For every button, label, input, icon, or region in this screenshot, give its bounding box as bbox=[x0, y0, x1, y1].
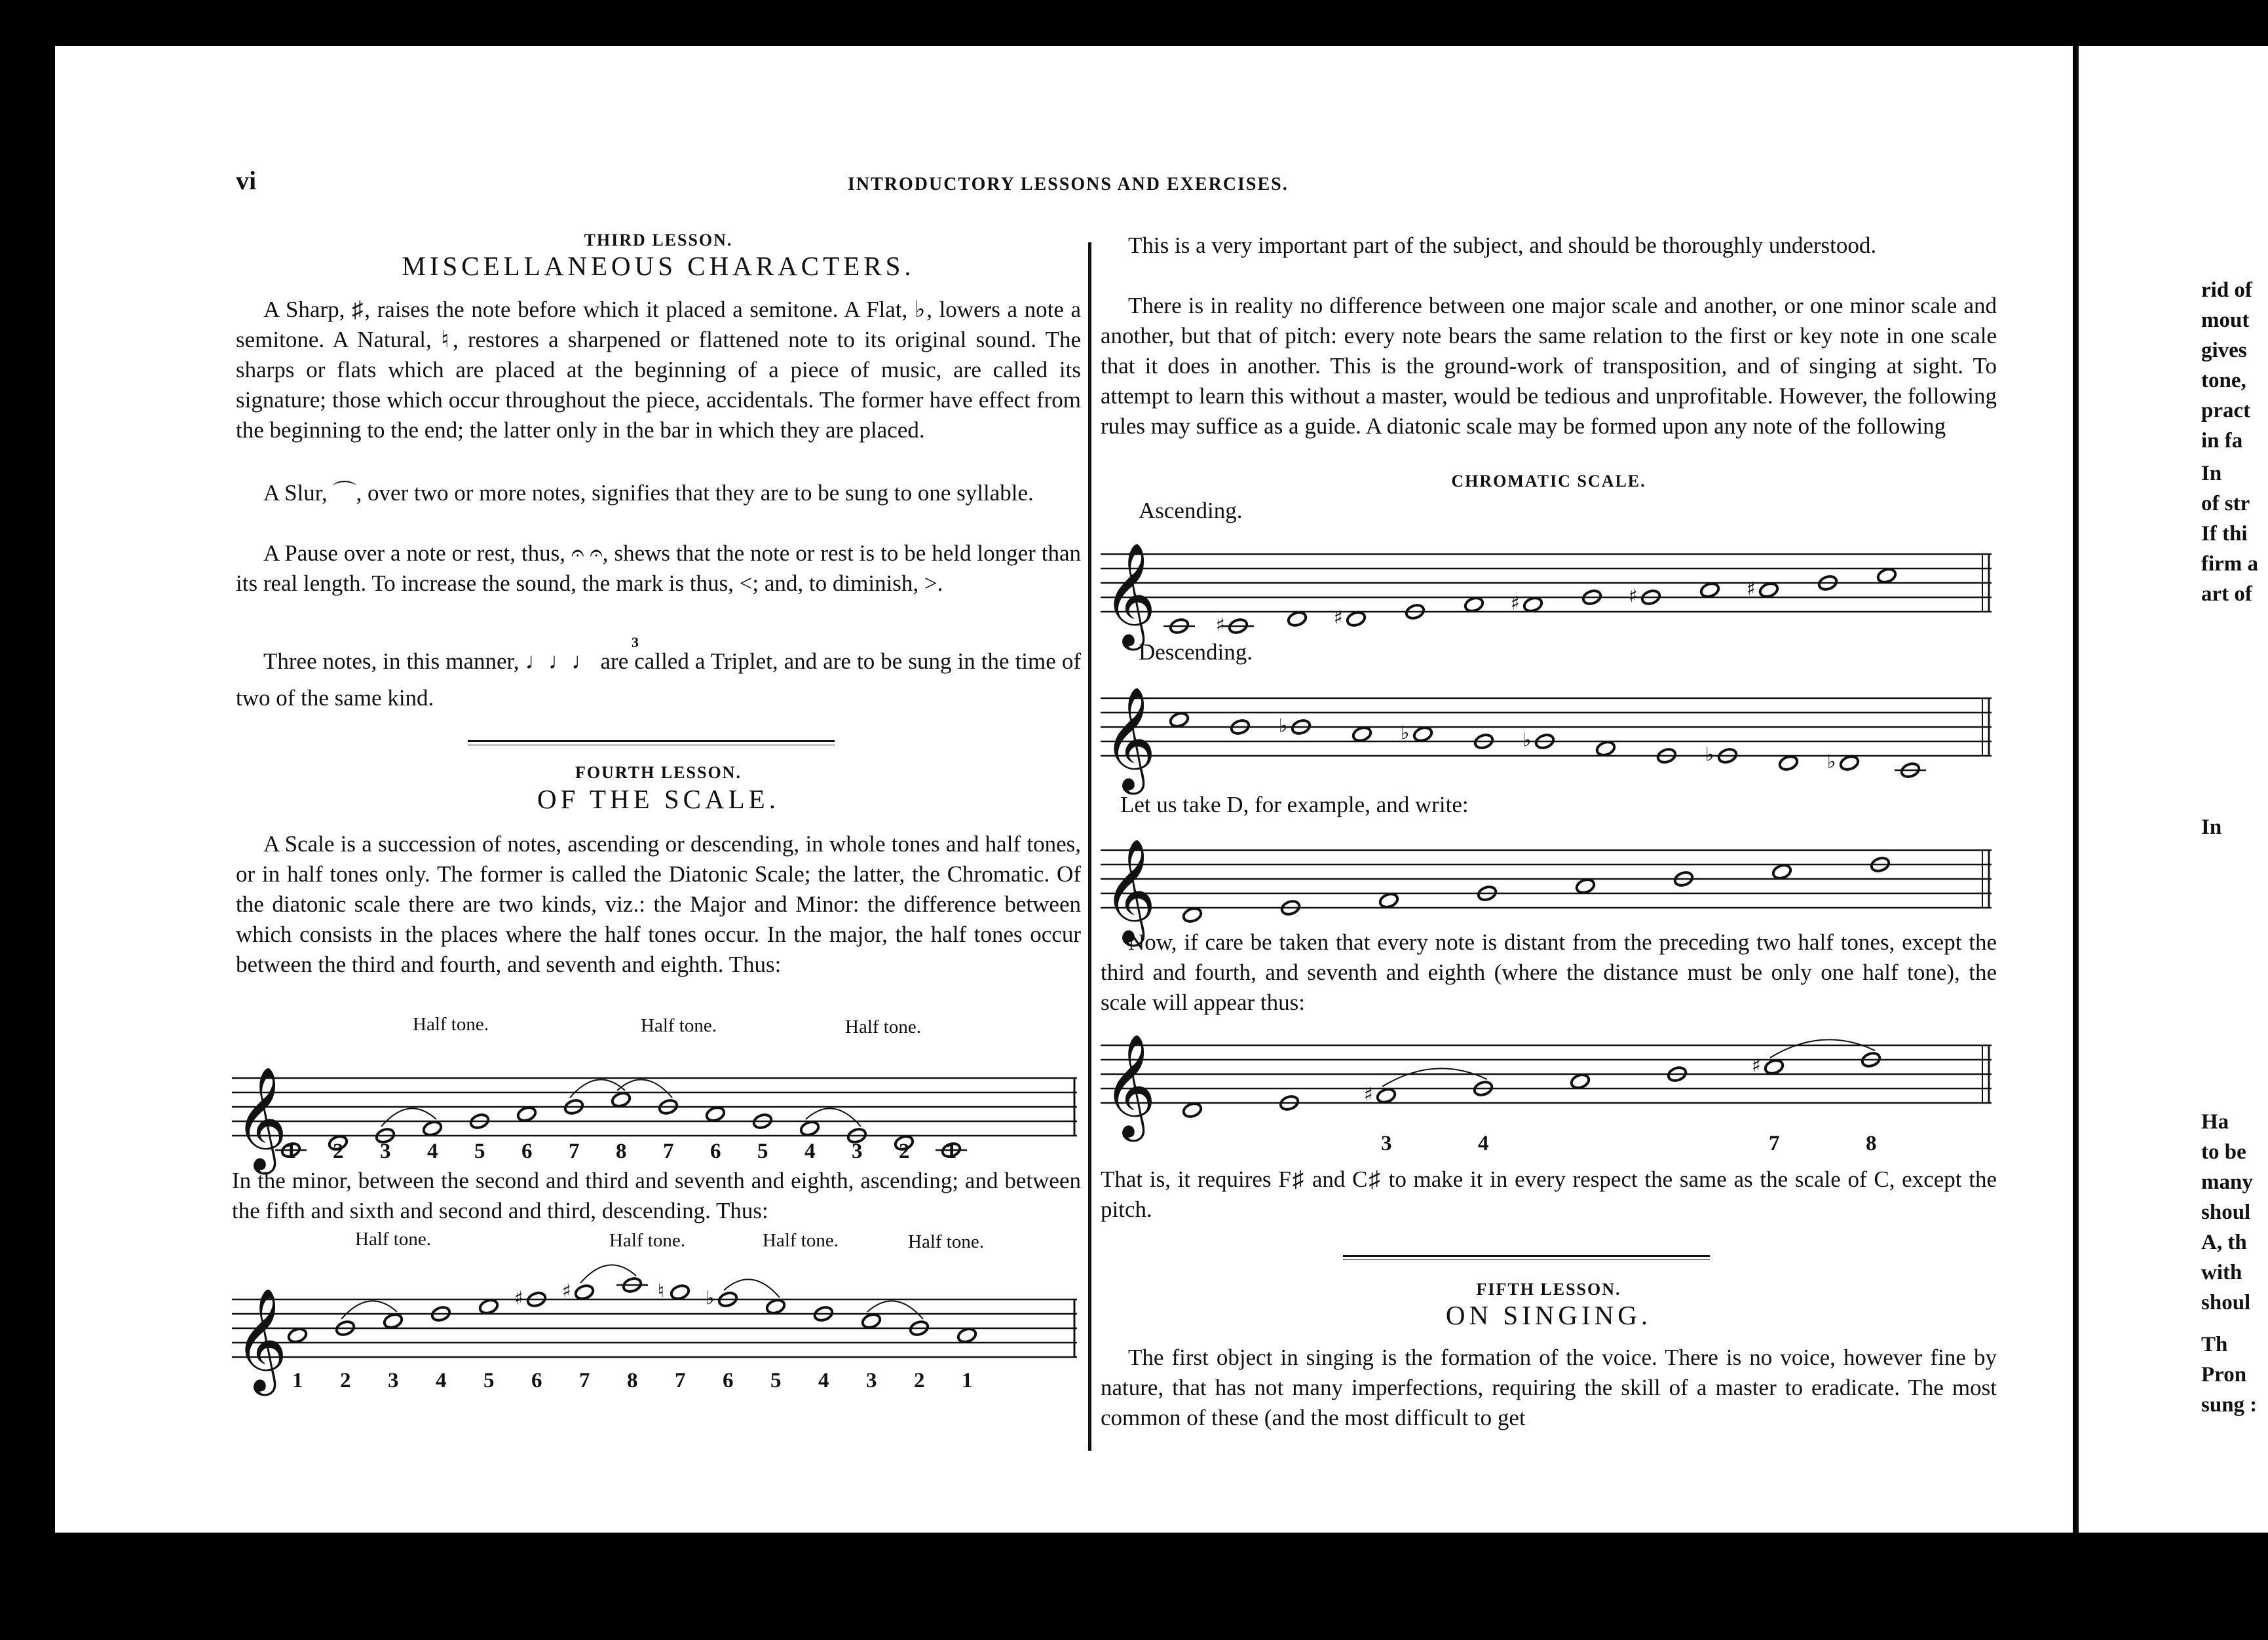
column-divider bbox=[1088, 242, 1091, 1451]
f-c-sharp-paragraph: That is, it requires F♯ and C♯ to make it in every respect the same as the scale of C, except the pitch. bbox=[1101, 1166, 1997, 1222]
whole-note bbox=[1169, 711, 1190, 729]
next-page-fragment: many bbox=[2201, 1170, 2253, 1194]
slur-mark bbox=[1382, 1068, 1487, 1087]
whole-note bbox=[1570, 1073, 1591, 1090]
next-page-fragment: of str bbox=[2201, 492, 2250, 515]
next-page-fragment: shoul bbox=[2201, 1201, 2251, 1224]
whole-note bbox=[383, 1313, 404, 1330]
treble-clef-icon: 𝄞 bbox=[1103, 838, 1156, 942]
next-page-fragment: A, th bbox=[2201, 1231, 2247, 1254]
scale-degree: 5 bbox=[770, 1369, 782, 1392]
sharp-icon: ♯ bbox=[1510, 591, 1520, 614]
sharp-icon: ♯ bbox=[1751, 1054, 1761, 1077]
whole-note bbox=[1522, 596, 1543, 614]
scale-degree: 6 bbox=[531, 1369, 542, 1392]
sharp-icon: ♯ bbox=[514, 1286, 523, 1309]
whole-note bbox=[1351, 726, 1372, 743]
whole-note bbox=[1839, 755, 1860, 772]
whole-note bbox=[422, 1120, 443, 1138]
half-tone-label: Half tone. bbox=[641, 1015, 717, 1036]
page-number: vi bbox=[236, 166, 257, 195]
next-page-fragment: If thi bbox=[2201, 522, 2248, 546]
whole-note bbox=[1412, 726, 1433, 743]
singing-paragraph: The first object in singing is the formation of the voice. There is no voice, however fine by nature, that has not many imperfections, requiring the skill of a master to eradicate. The most common of these (and the most difficult to get bbox=[1101, 1345, 1997, 1430]
sharp-icon: ♯ bbox=[1215, 613, 1225, 636]
sharp-icon: ♯ bbox=[1363, 1083, 1373, 1106]
whole-note bbox=[1595, 740, 1616, 758]
whole-note bbox=[1287, 610, 1308, 628]
scale-degree: 2 bbox=[899, 1140, 910, 1163]
slur-mark bbox=[806, 1108, 861, 1127]
section-rule bbox=[1343, 1255, 1710, 1260]
scale-degree: 3 bbox=[388, 1369, 399, 1392]
scale-degree: 3 bbox=[866, 1369, 877, 1392]
whole-note bbox=[1464, 596, 1484, 614]
scale-degree: 4 bbox=[436, 1369, 447, 1392]
chromatic-heading: CHROMATIC SCALE. bbox=[1451, 472, 1646, 491]
ascending-label: Ascending. bbox=[1139, 498, 1243, 523]
flat-icon: ♭ bbox=[705, 1286, 715, 1309]
scale-degree: 1 bbox=[292, 1369, 303, 1392]
whole-note bbox=[1346, 610, 1367, 628]
scale-degree: 6 bbox=[723, 1369, 734, 1392]
whole-note bbox=[1758, 582, 1779, 599]
whole-note bbox=[1182, 906, 1203, 924]
slur-mark bbox=[867, 1301, 923, 1319]
flat-icon: ♭ bbox=[1400, 721, 1410, 744]
scale-paragraph: A Scale is a succession of notes, ascending or descending, in whole tones and half tones, or in half tones only. The former is called the Diatonic Scale; the latter, the Chromatic. Of the diatonic scale there are two kinds, viz.: the Major and Minor: the difference between which consists in the places where the half tones occur. In the major, the half tones occur between the third and fourth, and seventh and eighth. Thus: bbox=[236, 831, 1081, 977]
flat-icon: ♮ bbox=[657, 1279, 665, 1302]
flat-icon: ♭ bbox=[1826, 750, 1836, 773]
half-tone-label: Half tone. bbox=[763, 1230, 839, 1251]
running-title: INTRODUCTORY LESSONS AND EXERCISES. bbox=[848, 174, 1289, 195]
pitch-paragraph: There is in reality no difference between one major scale and another, or one minor scale and another, but that of pitch: every note bears the same relation to the first or key note in one scale that it does in another. This is the ground-work of transposition, and of singing at sight. To attempt to learn this without a master, would be tedious and unprofitable. However, the following rules may suffice as a guide. A diatonic scale may be formed upon any note of the following bbox=[1101, 293, 1997, 439]
scale-degree: 7 bbox=[569, 1140, 580, 1163]
scale-degree: 4 bbox=[818, 1369, 829, 1392]
flat-icon: ♭ bbox=[1705, 743, 1714, 766]
sharp-icon: ♯ bbox=[1333, 606, 1343, 629]
sharp-icon: ♯ bbox=[1628, 584, 1638, 607]
chromatic-descending-staff bbox=[1101, 675, 1998, 791]
scale-degree: 3 bbox=[380, 1140, 391, 1163]
next-page-fragment: In bbox=[2201, 815, 2222, 839]
whole-note bbox=[287, 1327, 308, 1345]
fourth-lesson-label: FOURTH LESSON. bbox=[575, 763, 742, 782]
flat-icon: ♭ bbox=[1522, 728, 1532, 751]
next-page-fragment: art of bbox=[2201, 582, 2252, 606]
next-page-fragment: tone, bbox=[2201, 369, 2246, 392]
scale-degree: 7 bbox=[663, 1140, 674, 1163]
next-page-fragment: sung : bbox=[2201, 1393, 2258, 1417]
scale-degree: 5 bbox=[483, 1369, 495, 1392]
pause-paragraph: A Pause over a note or rest, thus, 𝄐 𝄐, shews that the note or rest is to be held longer than its real length. To increase the sound, the mark is thus, <; and, to diminish, >. bbox=[236, 540, 1081, 596]
scale-degree: 4 bbox=[427, 1140, 438, 1163]
scale-degree: 8 bbox=[616, 1140, 627, 1163]
half-tone-label: Half tone. bbox=[845, 1016, 921, 1037]
whole-note bbox=[1876, 567, 1897, 585]
half-tone-label: Half tone. bbox=[908, 1231, 984, 1252]
descending-label: Descending. bbox=[1139, 639, 1253, 665]
third-lesson-title: MISCELLANEOUS CHARACTERS. bbox=[402, 251, 915, 281]
scale-degree: 5 bbox=[757, 1140, 768, 1163]
scale-degree: 2 bbox=[914, 1369, 925, 1392]
scale-degree: 3 bbox=[1381, 1132, 1392, 1155]
next-page-fragment: gives bbox=[2201, 339, 2247, 362]
half-tone-label: Half tone. bbox=[355, 1229, 431, 1250]
scale-degree: 6 bbox=[521, 1140, 533, 1163]
half-tones-paragraph: Now, if care be taken that every note is distant from the preceding two half tones, except the third and fourth, and seventh and eighth (where the distance must be only one half tone), the scale will appear thus: bbox=[1101, 929, 1997, 1015]
chromatic-ascending-staff bbox=[1101, 531, 1998, 646]
slur-mark bbox=[724, 1279, 780, 1297]
whole-note bbox=[1778, 755, 1799, 772]
whole-note bbox=[611, 1091, 632, 1109]
scale-degree: 1 bbox=[286, 1140, 297, 1163]
scale-degree: 1 bbox=[946, 1140, 957, 1163]
slur-mark bbox=[1770, 1039, 1875, 1058]
treble-clef-icon: 𝄞 bbox=[235, 1066, 288, 1170]
scale-degree: 7 bbox=[675, 1369, 686, 1392]
scale-degree: 8 bbox=[627, 1369, 638, 1392]
next-page-fragment: mout bbox=[2201, 308, 2250, 332]
whole-note bbox=[705, 1106, 726, 1123]
scale-degree: 1 bbox=[962, 1369, 973, 1392]
treble-clef-icon: 𝄞 bbox=[1103, 542, 1156, 646]
triplet-figure-number: 3 bbox=[632, 634, 639, 650]
scale-degree: 8 bbox=[1866, 1132, 1877, 1155]
fifth-lesson-label: FIFTH LESSON. bbox=[1476, 1280, 1621, 1299]
minor-paragraph: In the minor, between the second and third and seventh and eighth, ascending; and between the fifth and sixth and second and third, descending. Thus: bbox=[232, 1168, 1081, 1223]
whole-note bbox=[799, 1120, 820, 1138]
sharp-icon: ♯ bbox=[561, 1279, 571, 1302]
scale-degree: 7 bbox=[1769, 1132, 1780, 1155]
whole-note bbox=[1771, 863, 1792, 881]
sharp-icon: ♯ bbox=[1746, 577, 1756, 600]
minor-scale-staff bbox=[232, 1258, 1084, 1408]
sharp-flat-paragraph: A Sharp, ♯, raises the note before which it placed a semitone. A Flat, ♭, lowers a note a semitone. A Natural, ♮, restores a sharpened or flattened note to its original sound. The sharps or flats which are placed at the beginning of a piece of music, are called its signature; those which occur throughout the piece, accidentals. The former have effect from the beginning to the end; the latter only in the bar in which they are placed. bbox=[236, 297, 1081, 443]
whole-note bbox=[1182, 1102, 1203, 1119]
fifth-lesson-title: ON SINGING. bbox=[1445, 1300, 1652, 1330]
whole-note bbox=[516, 1106, 537, 1123]
scale-degree: 4 bbox=[804, 1140, 816, 1163]
book-page bbox=[55, 46, 2073, 1533]
triplet-paragraph: Three notes, in this manner, ♩♩♩ are called a Triplet, and are to be sung in the time of two of the same kind. bbox=[236, 648, 1081, 711]
whole-note bbox=[1699, 582, 1720, 599]
slur-mark bbox=[617, 1079, 672, 1098]
treble-clef-icon: 𝄞 bbox=[1103, 1033, 1156, 1138]
example-d-paragraph: Let us take D, for example, and write: bbox=[1120, 792, 1469, 817]
flat-icon: ♭ bbox=[1278, 714, 1288, 737]
whole-note bbox=[861, 1313, 882, 1330]
fourth-lesson-title: OF THE SCALE. bbox=[537, 784, 780, 814]
half-tone-label: Half tone. bbox=[609, 1230, 685, 1251]
important-paragraph: This is a very important part of the subject, and should be thoroughly understood. bbox=[1128, 233, 1877, 258]
treble-clef-icon: 𝄞 bbox=[235, 1287, 288, 1392]
whole-note bbox=[956, 1327, 977, 1345]
scale-degree: 2 bbox=[340, 1369, 351, 1392]
d-major-scale-staff bbox=[1101, 1022, 1998, 1138]
next-page-fragment: with bbox=[2201, 1261, 2242, 1284]
treble-clef-icon: 𝄞 bbox=[1103, 686, 1156, 791]
scale-degree: 4 bbox=[1478, 1132, 1489, 1155]
whole-note bbox=[765, 1298, 786, 1316]
slur-paragraph: A Slur, ⌒, over two or more notes, signifies that they are to be sung to one syllable. bbox=[263, 480, 1034, 506]
whole-note bbox=[574, 1284, 595, 1301]
half-tone-label: Half tone. bbox=[413, 1014, 489, 1035]
scale-degree: 5 bbox=[474, 1140, 485, 1163]
next-page-fragment: firm a bbox=[2201, 552, 2259, 576]
next-page-fragment: In bbox=[2201, 462, 2222, 485]
next-page-fragment: Pron bbox=[2201, 1363, 2247, 1387]
whole-note bbox=[1376, 1087, 1397, 1105]
next-page-fragment: to be bbox=[2201, 1140, 2246, 1164]
next-page-fragment: Th bbox=[2201, 1333, 2228, 1356]
whole-note bbox=[1575, 878, 1596, 895]
next-page-fragment: in fa bbox=[2201, 429, 2243, 453]
whole-note bbox=[1378, 892, 1399, 910]
whole-note bbox=[478, 1298, 499, 1316]
d-scale-staff bbox=[1101, 825, 1998, 942]
adjacent-page bbox=[2077, 46, 2268, 1533]
whole-note bbox=[1764, 1058, 1785, 1076]
third-lesson-label: THIRD LESSON. bbox=[584, 231, 733, 250]
next-page-fragment: pract bbox=[2201, 399, 2251, 422]
scale-degree: 2 bbox=[333, 1140, 344, 1163]
next-page-fragment: shoul bbox=[2201, 1291, 2251, 1314]
section-rule bbox=[468, 740, 835, 745]
next-page-fragment: Ha bbox=[2201, 1110, 2229, 1134]
adjacent-page-edge bbox=[2077, 46, 2079, 1533]
scale-degree: 3 bbox=[852, 1140, 863, 1163]
whole-note bbox=[670, 1284, 690, 1301]
scale-degree: 7 bbox=[579, 1369, 590, 1392]
scale-degree: 6 bbox=[710, 1140, 721, 1163]
next-page-fragment: rid of bbox=[2201, 278, 2252, 302]
